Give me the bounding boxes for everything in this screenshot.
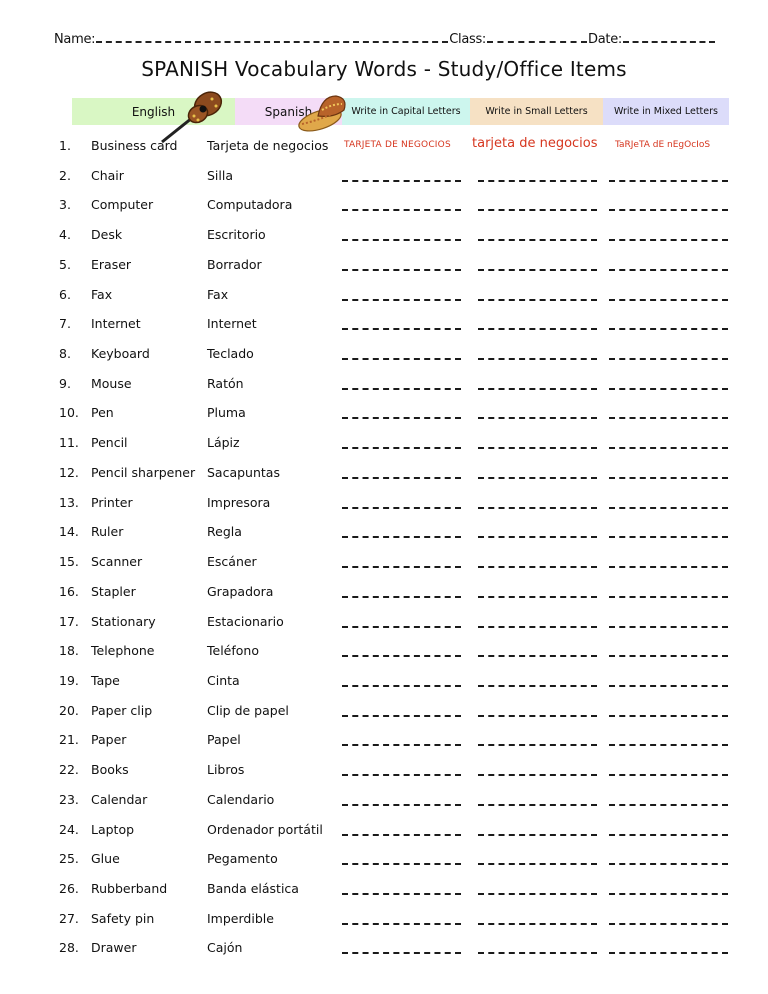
item-number: 24.: [59, 821, 79, 837]
header-english-label: English: [131, 104, 176, 119]
mixed-letters-blank[interactable]: [609, 626, 728, 628]
header-capital-label: Write in Capital Letters: [351, 106, 461, 117]
vocab-row: [0, 549, 768, 579]
small-letters-blank[interactable]: [478, 180, 597, 182]
small-letters-blank[interactable]: [478, 358, 597, 360]
mixed-letters-blank[interactable]: [609, 685, 728, 687]
spanish-word: Silla: [207, 167, 234, 183]
small-letters-blank[interactable]: [478, 417, 597, 419]
item-number: 3.: [59, 197, 71, 213]
capital-letters-blank[interactable]: [342, 804, 461, 806]
item-number: 8.: [59, 346, 71, 362]
english-word: Printer: [91, 494, 133, 510]
item-number: 25.: [59, 851, 79, 867]
item-number: 20.: [59, 702, 79, 718]
class-field[interactable]: [487, 31, 587, 43]
small-letters-blank[interactable]: [478, 893, 597, 895]
spanish-word: Sacapuntas: [207, 464, 280, 480]
mixed-letters-blank[interactable]: [609, 477, 728, 479]
capital-letters-blank[interactable]: [342, 507, 461, 509]
capital-letters-blank[interactable]: [342, 744, 461, 746]
english-word: Safety pin: [91, 910, 155, 926]
item-number: 28.: [59, 940, 79, 956]
item-number: 22.: [59, 762, 79, 778]
vocab-row: [0, 490, 768, 520]
spanish-word: Fax: [207, 286, 229, 302]
capital-letters-blank[interactable]: [342, 893, 461, 895]
mixed-letters-blank[interactable]: [609, 388, 728, 390]
vocab-row: [0, 757, 768, 787]
small-letters-blank[interactable]: [478, 388, 597, 390]
vocab-row: [0, 400, 768, 430]
capital-letters-blank[interactable]: [342, 774, 461, 776]
english-word: Glue: [91, 851, 120, 867]
vocab-row: [0, 817, 768, 847]
english-word: Mouse: [91, 375, 132, 391]
vocab-row: [0, 906, 768, 936]
small-letters-blank[interactable]: [478, 299, 597, 301]
vocab-row: [0, 371, 768, 401]
mixed-letters-blank[interactable]: [609, 952, 728, 954]
mixed-letters-blank[interactable]: [609, 507, 728, 509]
mixed-letters-blank[interactable]: [609, 269, 728, 271]
mixed-letters-blank[interactable]: [609, 180, 728, 182]
small-letters-blank[interactable]: [478, 328, 597, 330]
small-letters-blank[interactable]: [478, 923, 597, 925]
spanish-word: Lápiz: [207, 435, 240, 451]
vocab-row: [0, 163, 768, 193]
english-word: Eraser: [91, 256, 132, 272]
mixed-letters-blank[interactable]: [609, 328, 728, 330]
mixed-letters-blank[interactable]: [609, 417, 728, 419]
vocab-row: [0, 846, 768, 876]
item-number: 23.: [59, 791, 79, 807]
spanish-word: Papel: [207, 732, 241, 748]
small-letters-blank[interactable]: [478, 239, 597, 241]
capital-letters-blank[interactable]: [342, 328, 461, 330]
item-number: 4.: [59, 227, 71, 243]
mixed-letters-blank[interactable]: [609, 774, 728, 776]
english-word: Pencil: [91, 435, 128, 451]
vocab-row: [0, 341, 768, 371]
capital-letters-blank[interactable]: [342, 715, 461, 717]
item-number: 1.: [59, 138, 71, 153]
item-number: 11.: [59, 435, 79, 451]
capital-letters-blank[interactable]: [342, 209, 461, 211]
mixed-letters-blank[interactable]: [609, 209, 728, 211]
english-word: Calendar: [91, 791, 148, 807]
vocab-row: [0, 727, 768, 757]
english-word: Stapler: [91, 583, 136, 599]
vocab-row: [0, 609, 768, 639]
capital-letters-blank[interactable]: [342, 596, 461, 598]
item-number: 7.: [59, 316, 71, 332]
vocab-row: [0, 698, 768, 728]
small-letters-blank[interactable]: [478, 477, 597, 479]
spanish-word: Clip de papel: [207, 702, 289, 718]
vocab-row: [0, 638, 768, 668]
english-word: Books: [91, 762, 129, 778]
vocab-row: [0, 311, 768, 341]
spanish-word: Libros: [207, 762, 245, 778]
capital-letters-blank[interactable]: [342, 447, 461, 449]
vocab-row: [0, 430, 768, 460]
spanish-word: Internet: [207, 316, 257, 332]
item-number: 17.: [59, 613, 79, 629]
mixed-letters-blank[interactable]: [609, 804, 728, 806]
mixed-letters-blank[interactable]: [609, 447, 728, 449]
mixed-letters-blank[interactable]: [609, 596, 728, 598]
header-spanish-label: Spanish: [264, 104, 313, 119]
mixed-letters-blank[interactable]: [609, 834, 728, 836]
header-small-label: Write in Small Letters: [485, 106, 588, 117]
small-letters-blank[interactable]: [478, 626, 597, 628]
small-letters-blank[interactable]: [478, 655, 597, 657]
mixed-letters-blank[interactable]: [609, 655, 728, 657]
spanish-word: Ratón: [207, 375, 244, 391]
vocab-row: [0, 935, 768, 965]
mixed-letters-blank[interactable]: [609, 863, 728, 865]
mixed-letters-blank[interactable]: [609, 536, 728, 538]
capital-letters-blank[interactable]: [342, 626, 461, 628]
capital-letters-blank[interactable]: [342, 239, 461, 241]
english-word: Business card: [91, 138, 178, 153]
vocab-row: [0, 282, 768, 312]
header-capital: [342, 98, 470, 125]
english-word: Fax: [91, 286, 113, 302]
capital-letters-blank[interactable]: [342, 685, 461, 687]
mixed-letters-blank[interactable]: [609, 923, 728, 925]
spanish-word: Pegamento: [207, 851, 278, 867]
capital-letters-blank[interactable]: [342, 269, 461, 271]
spanish-word: Computadora: [207, 197, 293, 213]
small-letters-blank[interactable]: [478, 834, 597, 836]
capital-letters-blank[interactable]: [342, 952, 461, 954]
item-number: 9.: [59, 375, 71, 391]
spanish-word: Teléfono: [207, 643, 259, 659]
item-number: 15.: [59, 554, 79, 570]
example-mixed: TaRJeTA dE nEgOcIoS: [615, 140, 711, 150]
spanish-word: Imperdible: [207, 910, 274, 926]
sombrero-icon: [296, 90, 352, 132]
small-letters-blank[interactable]: [478, 715, 597, 717]
capital-letters-blank[interactable]: [342, 655, 461, 657]
spanish-word: Estacionario: [207, 613, 284, 629]
vocab-row: [0, 876, 768, 906]
small-letters-blank[interactable]: [478, 863, 597, 865]
english-word: Chair: [91, 167, 124, 183]
header-small: [470, 98, 603, 125]
english-word: Tape: [91, 672, 120, 688]
mixed-letters-blank[interactable]: [609, 744, 728, 746]
spanish-word: Impresora: [207, 494, 271, 510]
small-letters-blank[interactable]: [478, 507, 597, 509]
spanish-word: Cajón: [207, 940, 243, 956]
english-word: Scanner: [91, 554, 143, 570]
capital-letters-blank[interactable]: [342, 180, 461, 182]
english-word: Ruler: [91, 524, 124, 540]
header-mixed: [603, 98, 729, 125]
example-small: tarjeta de negocios: [472, 136, 598, 151]
class-label: Class:: [449, 32, 487, 47]
capital-letters-blank[interactable]: [342, 358, 461, 360]
mixed-letters-blank[interactable]: [609, 566, 728, 568]
item-number: 12.: [59, 464, 79, 480]
small-letters-blank[interactable]: [478, 744, 597, 746]
item-number: 5.: [59, 256, 71, 272]
english-word: Rubberband: [91, 881, 168, 896]
vocab-row: [0, 519, 768, 549]
name-field[interactable]: [96, 31, 448, 43]
small-letters-blank[interactable]: [478, 447, 597, 449]
english-word: Laptop: [91, 821, 135, 837]
spanish-word: Grapadora: [207, 583, 274, 599]
vocab-row: [0, 222, 768, 252]
mixed-letters-blank[interactable]: [609, 239, 728, 241]
item-number: 10.: [59, 405, 79, 421]
small-letters-blank[interactable]: [478, 596, 597, 598]
header-mixed-label: Write in Mixed Letters: [614, 106, 718, 117]
vocab-row: [0, 579, 768, 609]
small-letters-blank[interactable]: [478, 566, 597, 568]
item-number: 2.: [59, 167, 71, 183]
vocab-row: [0, 460, 768, 490]
small-letters-blank[interactable]: [478, 685, 597, 687]
spanish-word: Ordenador portátil: [207, 821, 323, 837]
english-word: Pencil sharpener: [91, 464, 196, 480]
spanish-word: Cinta: [207, 672, 240, 688]
capital-letters-blank[interactable]: [342, 417, 461, 419]
item-number: 27.: [59, 910, 79, 926]
spanish-word: Tarjeta de negocios: [207, 138, 329, 153]
capital-letters-blank[interactable]: [342, 536, 461, 538]
small-letters-blank[interactable]: [478, 269, 597, 271]
spanish-word: Escritorio: [207, 227, 266, 243]
capital-letters-blank[interactable]: [342, 477, 461, 479]
small-letters-blank[interactable]: [478, 536, 597, 538]
item-number: 19.: [59, 672, 79, 688]
vocab-row: [0, 787, 768, 817]
capital-letters-blank[interactable]: [342, 923, 461, 925]
example-capital: TARJETA DE NEGOCIOS: [344, 140, 451, 150]
spanish-word: Teclado: [207, 346, 254, 362]
spanish-word: Regla: [207, 524, 242, 540]
english-word: Pen: [91, 405, 114, 421]
english-word: Desk: [91, 227, 123, 243]
vocab-row: [0, 133, 768, 163]
mixed-letters-blank[interactable]: [609, 358, 728, 360]
small-letters-blank[interactable]: [478, 209, 597, 211]
vocab-row: [0, 252, 768, 282]
english-word: Computer: [91, 197, 154, 213]
item-number: 14.: [59, 524, 79, 540]
spanish-word: Escáner: [207, 554, 257, 570]
capital-letters-blank[interactable]: [342, 299, 461, 301]
student-info-line: [54, 31, 728, 47]
spanish-word: Banda elástica: [207, 881, 299, 896]
mixed-letters-blank[interactable]: [609, 715, 728, 717]
capital-letters-blank[interactable]: [342, 388, 461, 390]
small-letters-blank[interactable]: [478, 774, 597, 776]
spanish-word: Calendario: [207, 791, 275, 807]
item-number: 21.: [59, 732, 79, 748]
mixed-letters-blank[interactable]: [609, 893, 728, 895]
capital-letters-blank[interactable]: [342, 863, 461, 865]
date-label: Date:: [588, 32, 622, 47]
english-word: Telephone: [91, 643, 155, 659]
vocab-row: [0, 668, 768, 698]
english-word: Drawer: [91, 940, 137, 956]
small-letters-blank[interactable]: [478, 804, 597, 806]
item-number: 6.: [59, 286, 71, 302]
english-word: Stationary: [91, 613, 156, 629]
english-word: Paper: [91, 732, 127, 748]
english-word: Paper clip: [91, 702, 153, 718]
english-word: Internet: [91, 316, 141, 332]
name-label: Name:: [54, 32, 96, 47]
item-number: 16.: [59, 583, 79, 599]
mixed-letters-blank[interactable]: [609, 299, 728, 301]
capital-letters-blank[interactable]: [342, 566, 461, 568]
english-word: Keyboard: [91, 346, 150, 362]
page-title: SPANISH Vocabulary Words - Study/Office Items: [141, 57, 627, 81]
date-field[interactable]: [623, 31, 715, 43]
small-letters-blank[interactable]: [478, 952, 597, 954]
vocab-row: [0, 192, 768, 222]
item-number: 13.: [59, 494, 79, 510]
spanish-word: Borrador: [207, 256, 262, 272]
capital-letters-blank[interactable]: [342, 834, 461, 836]
item-number: 26.: [59, 881, 79, 896]
item-number: 18.: [59, 643, 79, 659]
spanish-word: Pluma: [207, 405, 246, 421]
